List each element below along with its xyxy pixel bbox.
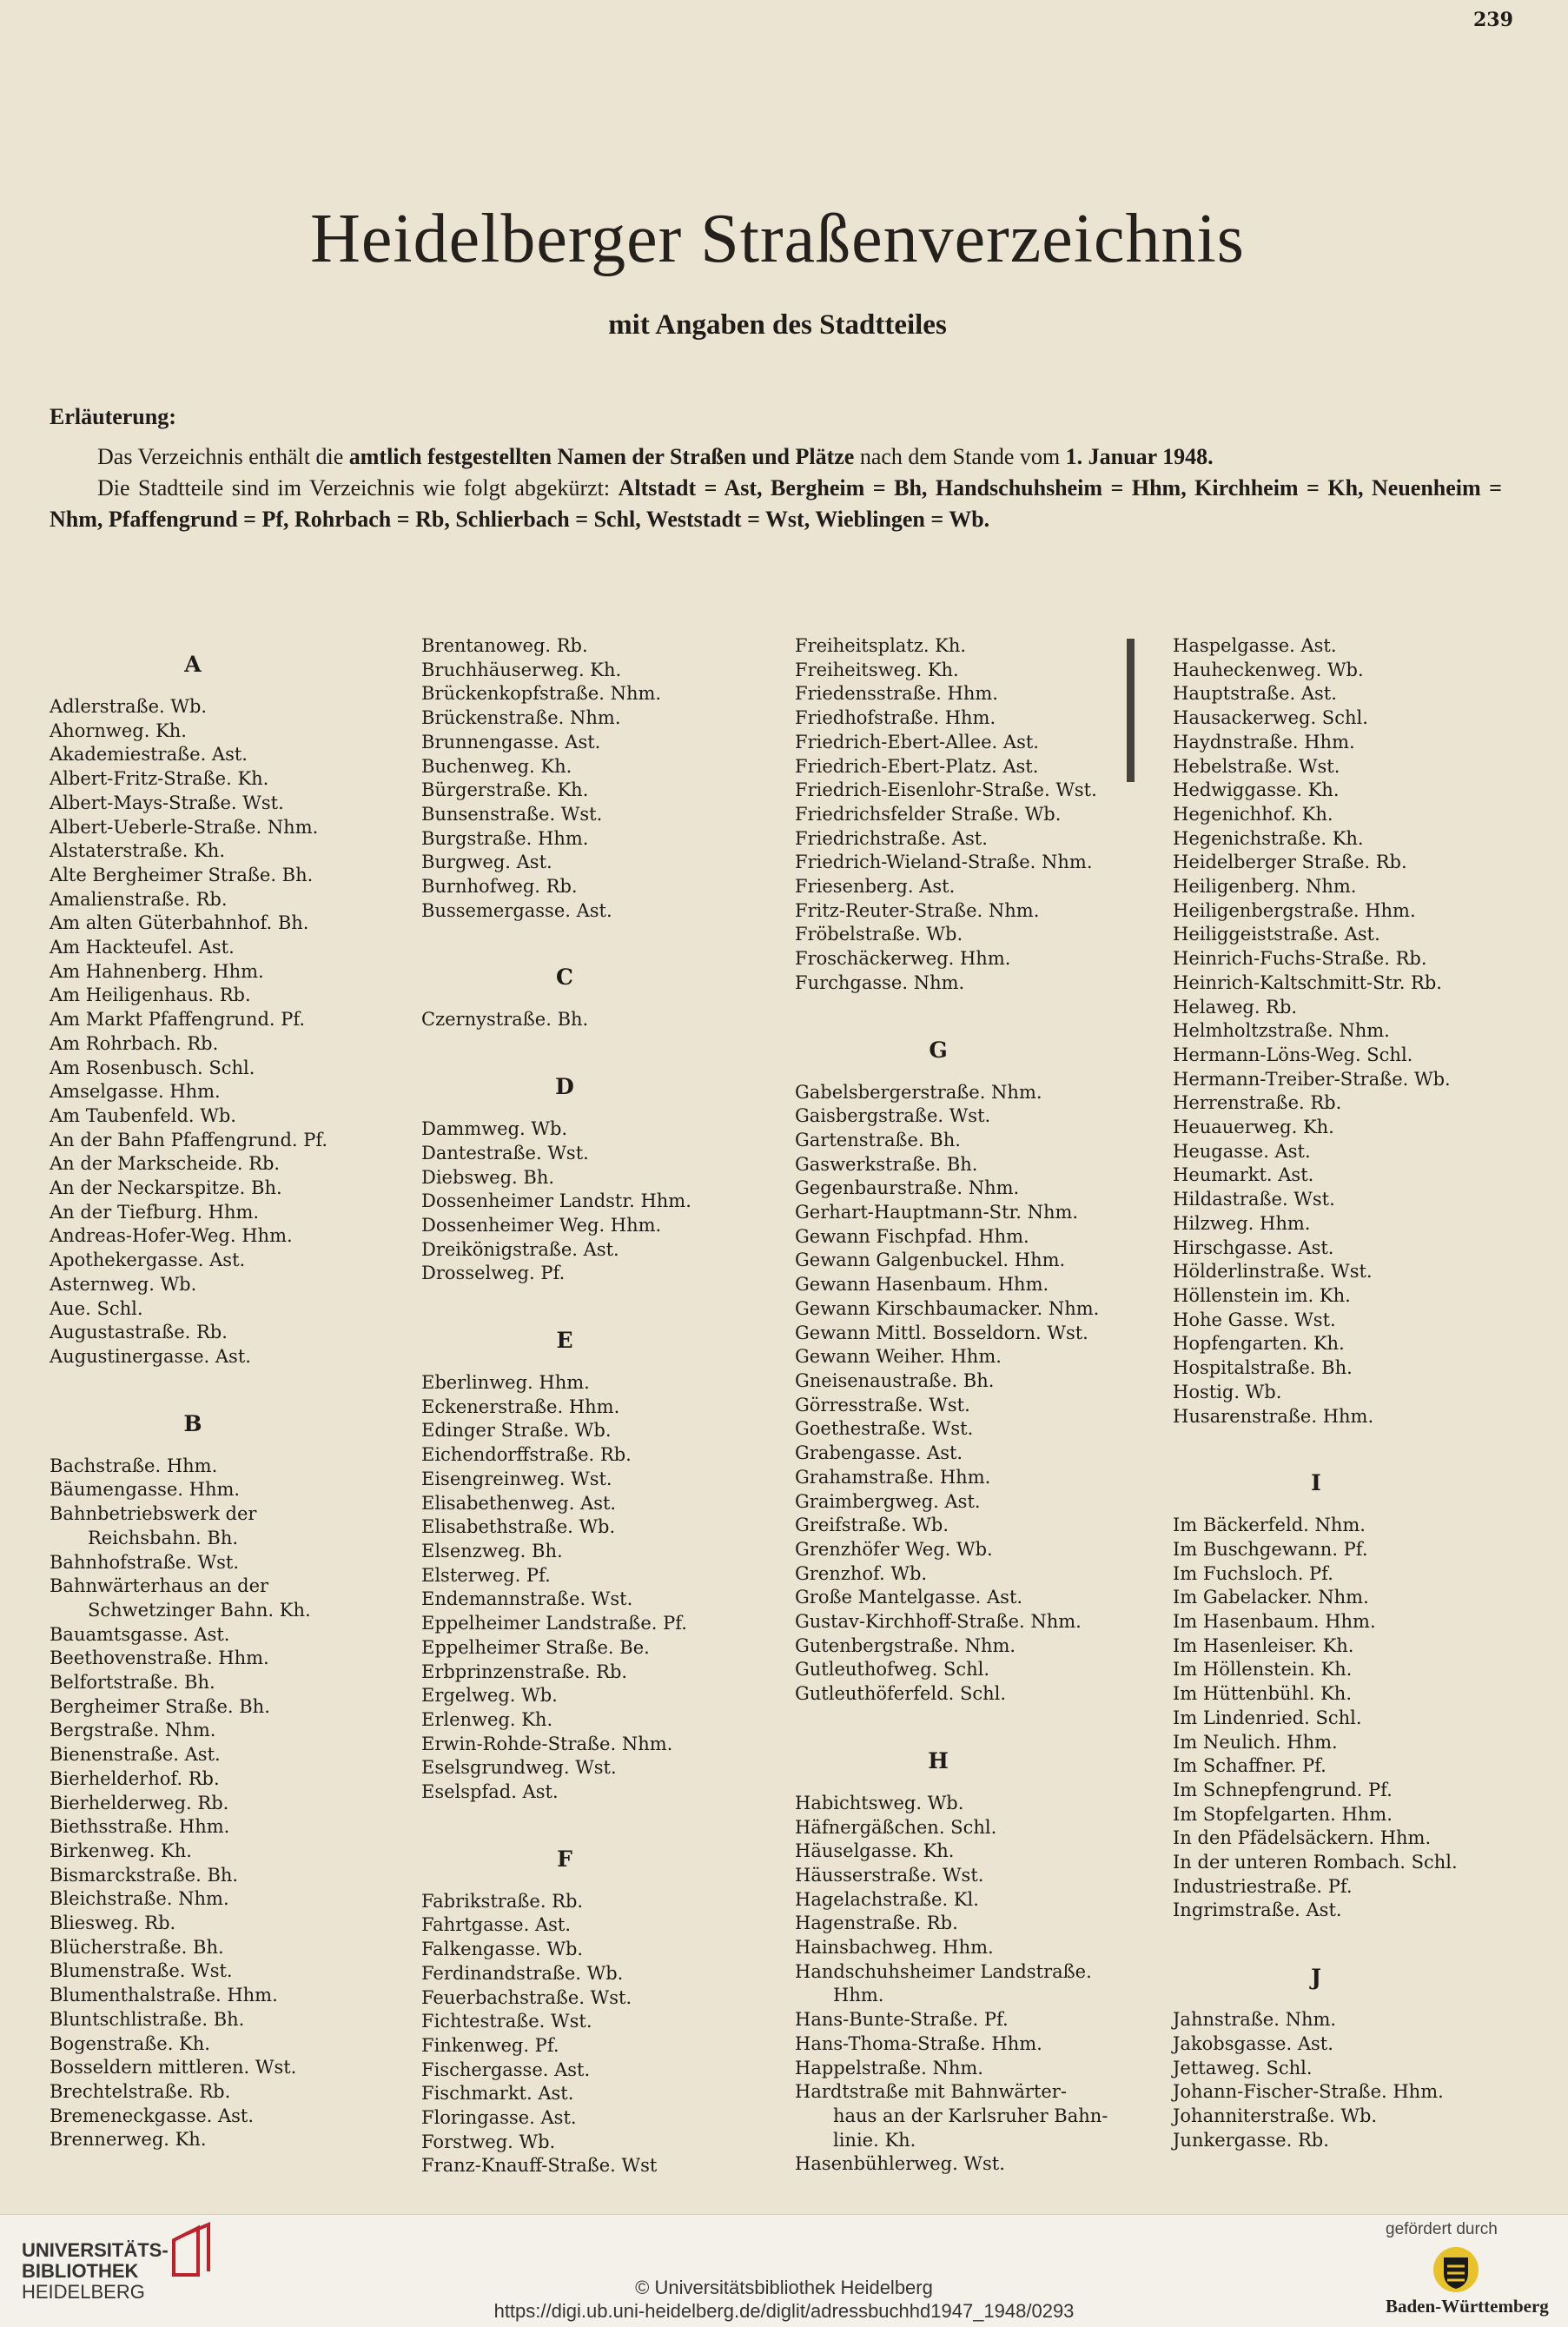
- street-entry: Heiligenberg. Nhm.: [1173, 876, 1357, 898]
- street-entry: Industriestraße. Pf.: [1173, 1875, 1353, 1897]
- street-entry: Gaswerkstraße. Bh.: [795, 1153, 978, 1175]
- street-entry: Bliesweg. Rb.: [50, 1913, 176, 1934]
- section-letter: F: [557, 1846, 572, 1872]
- street-entry: Hebelstraße. Wst.: [1173, 755, 1340, 777]
- street-entry: Burgstraße. Hhm.: [421, 827, 589, 849]
- street-entry: Albert-Fritz-Straße. Kh.: [50, 768, 269, 790]
- street-entry: Heiligenbergstraße. Hhm.: [1173, 899, 1416, 921]
- street-entry: Bruchhäuserweg. Kh.: [421, 659, 622, 680]
- street-entry-continuation: linie. Kh.: [833, 2129, 916, 2151]
- section-gap: [421, 923, 769, 947]
- street-entry: Hans-Bunte-Straße. Pf.: [795, 2009, 1009, 2031]
- street-entry: Hopfengarten. Kh.: [1173, 1333, 1345, 1355]
- street-entry: Bosseldern mittleren. Wst.: [50, 2057, 297, 2078]
- street-entry: Hildastraße. Wst.: [1173, 1189, 1335, 1210]
- street-entry: Birkenweg. Kh.: [50, 1840, 192, 1861]
- street-entry: Dammweg. Wb.: [421, 1118, 568, 1140]
- street-entry: Fröbelstraße. Wb.: [795, 924, 963, 945]
- street-entry: Im Schnepfengrund. Pf.: [1173, 1779, 1393, 1800]
- street-entry: Erbprinzenstraße. Rb.: [421, 1661, 628, 1682]
- street-entry: Am Hahnenberg. Hhm.: [50, 960, 264, 982]
- street-entry: Forstweg. Wb.: [421, 2131, 556, 2152]
- street-entry: Brückenkopfstraße. Nhm.: [421, 683, 662, 705]
- street-entry: Feuerbachstraße. Wst.: [421, 1986, 632, 2008]
- street-entry: Brechtelstraße. Rb.: [50, 2080, 231, 2102]
- street-entry: Burnhofweg. Rb.: [421, 876, 578, 898]
- street-entry: Gneisenaustraße. Bh.: [795, 1369, 995, 1391]
- street-column-4: [1173, 634, 1520, 2152]
- section-letter: I: [1311, 1470, 1321, 1496]
- street-entry: Erwin-Rohde-Straße. Nhm.: [421, 1733, 673, 1754]
- street-entry: Hölderlinstraße. Wst.: [1173, 1261, 1373, 1283]
- street-entry: Falkengasse. Wb.: [421, 1939, 584, 1960]
- street-entry: Im Hasenleiser. Kh.: [1173, 1634, 1354, 1656]
- street-entry: Große Mantelgasse. Ast.: [795, 1587, 1023, 1608]
- street-entry: Am alten Güterbahnhof. Bh.: [50, 912, 309, 934]
- street-entry: Im Höllenstein. Kh.: [1173, 1659, 1353, 1681]
- street-entry: Ahornweg. Kh.: [50, 719, 187, 741]
- street-column-3: [795, 634, 1142, 2177]
- street-entry: Hardtstraße mit Bahnwärter-: [795, 2081, 1067, 2103]
- street-entry: Akademiestraße. Ast.: [50, 744, 248, 766]
- street-entry: Gabelsbergerstraße. Nhm.: [795, 1081, 1042, 1103]
- street-entry: Am Rohrbach. Rb.: [50, 1032, 219, 1054]
- state-name: Baden-Württemberg: [1386, 2296, 1549, 2317]
- street-entry: Elisabethenweg. Ast.: [421, 1492, 617, 1514]
- street-entry: Elisabethstraße. Wb.: [421, 1516, 616, 1538]
- street-entry: Freiheitsplatz. Kh.: [795, 635, 967, 656]
- street-entry: Herrenstraße. Rb.: [1173, 1092, 1342, 1114]
- street-entry: Gutenbergstraße. Nhm.: [795, 1634, 1016, 1656]
- street-entry-continuation: Reichsbahn. Bh.: [88, 1527, 239, 1548]
- street-entry: Edinger Straße. Wb.: [421, 1420, 612, 1442]
- street-entry: In den Pfädelsäckern. Hhm.: [1173, 1827, 1432, 1849]
- page-number: 239: [1473, 9, 1513, 31]
- street-entry: Im Fuchsloch. Pf.: [1173, 1562, 1333, 1584]
- street-entry: Friedrich-Eisenlohr-Straße. Wst.: [795, 779, 1097, 801]
- section-gap: [795, 996, 1142, 1020]
- street-entry: Bussemergasse. Ast.: [421, 899, 612, 921]
- street-entry: Gerhart-Hauptmann-Str. Nhm.: [795, 1202, 1079, 1223]
- street-entry-continuation: Hhm.: [833, 1985, 884, 2006]
- street-entry: Bienenstraße. Ast.: [50, 1744, 221, 1766]
- street-entry: Albert-Mays-Straße. Wst.: [50, 792, 284, 813]
- street-entry: Eselsgrundweg. Wst.: [421, 1757, 617, 1779]
- street-entry: Fritz-Reuter-Straße. Nhm.: [795, 899, 1040, 921]
- street-entry: Habichtsweg. Wb.: [795, 1792, 964, 1813]
- street-entry: Bauamtsgasse. Ast.: [50, 1623, 230, 1645]
- street-entry: Fischmarkt. Ast.: [421, 2083, 574, 2105]
- street-entry: Bachstraße. Hhm.: [50, 1455, 218, 1476]
- section-letter: J: [1311, 1965, 1321, 1991]
- street-entry: Im Bäckerfeld. Nhm.: [1173, 1515, 1366, 1536]
- street-entry: An der Markscheide. Rb.: [50, 1153, 281, 1175]
- street-entry: Friesenberg. Ast.: [795, 876, 956, 898]
- street-entry: Hans-Thoma-Straße. Hhm.: [795, 2032, 1042, 2054]
- street-entry: Bürgerstraße. Kh.: [421, 779, 589, 801]
- page-subtitle: mit Angaben des Stadtteiles: [608, 309, 947, 341]
- street-entry: Eckenerstraße. Hhm.: [421, 1396, 620, 1417]
- street-entry: Heumarkt. Ast.: [1173, 1164, 1314, 1186]
- section-letter: B: [183, 1410, 202, 1436]
- street-entry: Hainsbachweg. Hhm.: [795, 1937, 994, 1959]
- street-entry-continuation: haus an der Karlsruher Bahn-: [833, 2105, 1108, 2126]
- street-entry: Bahnwärterhaus an der: [50, 1575, 269, 1597]
- street-entry: Bunsenstraße. Wst.: [421, 803, 603, 825]
- street-entry: Gartenstraße. Bh.: [795, 1129, 961, 1150]
- library-name-line-3: HEIDELBERG: [22, 2281, 145, 2303]
- street-entry: Junkergasse. Rb.: [1173, 2129, 1329, 2151]
- street-entry: Bergheimer Straße. Bh.: [50, 1695, 270, 1717]
- street-entry: Belfortstraße. Bh.: [50, 1672, 215, 1694]
- street-entry: Froschäckerweg. Hhm.: [795, 948, 1011, 970]
- street-entry: Jakobsgasse. Ast.: [1173, 2032, 1333, 2054]
- street-entry: Eberlinweg. Hhm.: [421, 1372, 590, 1394]
- street-entry: Hedwiggasse. Kh.: [1173, 779, 1340, 801]
- street-entry: Graimbergweg. Ast.: [795, 1490, 981, 1512]
- street-entry: Aue. Schl.: [50, 1297, 143, 1319]
- section-letter: C: [556, 965, 573, 991]
- street-entry: Erlenweg. Kh.: [421, 1708, 553, 1730]
- section-letter: D: [555, 1074, 574, 1100]
- explanation-paragraph-2: Die Stadtteile sind im Verzeichnis wie folgt abgekürzt: Altstadt = Ast, Bergheim = Bh, Handschuhsheim = Hhm, Kirchheim = Kh, Neuenheim = Nhm, Pfaffengrund = Pf, Rohrbach = Rb, Schlierbach = Schl, Weststadt = Wst, Wieblingen = Wb.: [50, 475, 1502, 532]
- street-entry: Finkenweg. Pf.: [421, 2034, 559, 2056]
- street-entry: Happelstraße. Nhm.: [795, 2057, 983, 2078]
- section-gap: [795, 1707, 1142, 1731]
- street-entry: Grenzhof. Wb.: [795, 1562, 928, 1584]
- street-entry: Brunnengasse. Ast.: [421, 731, 601, 752]
- street-entry: Hasenbühlerweg. Wst.: [795, 2153, 1005, 2175]
- street-entry: Im Gabelacker. Nhm.: [1173, 1587, 1369, 1608]
- street-entry: Asternweg. Wb.: [50, 1273, 197, 1295]
- street-entry: Hirschgasse. Ast.: [1173, 1236, 1334, 1258]
- street-entry: Fabrikstraße. Rb.: [421, 1890, 584, 1912]
- street-entry: Am Rosenbusch. Schl.: [50, 1057, 255, 1078]
- street-entry: Gewann Mittl. Bosseldorn. Wst.: [795, 1322, 1088, 1343]
- street-entry: Fahrtgasse. Ast.: [421, 1914, 572, 1936]
- street-entry: Gegenbaurstraße. Nhm.: [795, 1177, 1020, 1199]
- street-entry: Friedrich-Wieland-Straße. Nhm.: [795, 852, 1093, 873]
- street-entry: Bogenstraße. Kh.: [50, 2032, 210, 2054]
- section-letter: E: [556, 1328, 573, 1354]
- street-entry: Grenzhöfer Weg. Wb.: [795, 1538, 993, 1560]
- copyright-notice: © Universitätsbibliothek Heidelberg: [635, 2277, 933, 2298]
- section-letter: A: [184, 652, 202, 677]
- street-entry: Gewann Kirschbaumacker. Nhm.: [795, 1297, 1100, 1319]
- street-entry: Gutleuthöferfeld. Schl.: [795, 1683, 1007, 1705]
- street-entry: Ingrimstraße. Ast.: [1173, 1899, 1342, 1921]
- street-entry: Augustinergasse. Ast.: [50, 1345, 251, 1367]
- street-entry: Friedrichstraße. Ast.: [795, 827, 988, 849]
- street-entry: Hagenstraße. Rb.: [795, 1913, 958, 1934]
- street-column-1: [50, 634, 397, 2152]
- street-entry: Augustastraße. Rb.: [50, 1322, 228, 1343]
- street-entry: Bäumengasse. Hhm.: [50, 1479, 241, 1501]
- street-entry: Häusserstraße. Wst.: [795, 1864, 984, 1886]
- street-entry: Hegenichhof. Kh.: [1173, 803, 1333, 825]
- street-entry: Gaisbergstraße. Wst.: [795, 1105, 991, 1127]
- street-entry: Jahnstraße. Nhm.: [1173, 2009, 1337, 2031]
- street-entry: In der unteren Rombach. Schl.: [1173, 1852, 1458, 1873]
- street-entry: Görresstraße. Wst.: [795, 1394, 970, 1415]
- street-entry: Heugasse. Ast.: [1173, 1140, 1311, 1162]
- street-entry: Hauheckenweg. Wb.: [1173, 659, 1364, 680]
- street-entry: Hospitalstraße. Bh.: [1173, 1357, 1353, 1379]
- street-entry: Friedrichsfelder Straße. Wb.: [795, 803, 1062, 825]
- street-entry: Beethovenstraße. Hhm.: [50, 1647, 269, 1669]
- street-entry: Höllenstein im. Kh.: [1173, 1284, 1351, 1306]
- street-entry: Heiliggeiststraße. Ast.: [1173, 924, 1380, 945]
- street-entry: Bluntschlistraße. Bh.: [50, 2008, 245, 2030]
- street-entry: Im Stopfelgarten. Hhm.: [1173, 1803, 1393, 1825]
- section-gap: [1173, 1429, 1520, 1453]
- section-gap: [421, 1805, 769, 1829]
- street-entry: Bahnhofstraße. Wst.: [50, 1551, 239, 1573]
- explanation-text: [50, 441, 1502, 535]
- street-entry: Im Buschgewann. Pf.: [1173, 1538, 1368, 1560]
- street-entry: Floringasse. Ast.: [421, 2107, 577, 2129]
- street-entry: Jettaweg. Schl.: [1173, 2057, 1313, 2078]
- street-entry: Bergstraße. Nhm.: [50, 1720, 216, 1741]
- street-entry: Friedensstraße. Hhm.: [795, 683, 998, 705]
- street-entry: Greifstraße. Wb.: [795, 1515, 949, 1536]
- street-entry: Friedrich-Ebert-Allee. Ast.: [795, 731, 1039, 752]
- street-entry: Johann-Fischer-Straße. Hhm.: [1173, 2081, 1444, 2103]
- street-entry: Freiheitsweg. Kh.: [795, 659, 959, 680]
- street-entry: Im Lindenried. Schl.: [1173, 1707, 1362, 1728]
- street-entry: Im Hasenbaum. Hhm.: [1173, 1611, 1376, 1633]
- street-entry: Gewann Hasenbaum. Hhm.: [795, 1274, 1049, 1296]
- street-entry: Biethsstraße. Hhm.: [50, 1816, 230, 1838]
- section-gap: [421, 1032, 769, 1057]
- street-entry: Albert-Ueberle-Straße. Nhm.: [50, 816, 319, 838]
- page-title: Heidelberger Straßenverzeichnis: [310, 201, 1245, 277]
- street-entry: Amalienstraße. Rb.: [50, 888, 228, 910]
- street-entry: An der Neckarspitze. Bh.: [50, 1177, 282, 1199]
- funded-by-label: gefördert durch: [1386, 2220, 1498, 2238]
- street-entry: Eppelheimer Landstraße. Pf.: [421, 1613, 687, 1634]
- street-entry: Grahamstraße. Hhm.: [795, 1466, 991, 1488]
- section-gap: [421, 1286, 769, 1310]
- street-entry: Drosselweg. Pf.: [421, 1263, 566, 1284]
- library-name-line-2: BIBLIOTHEK: [22, 2260, 139, 2282]
- street-entry: Dantestraße. Wst.: [421, 1142, 589, 1164]
- street-entry: Brückenstraße. Nhm.: [421, 707, 621, 729]
- library-name-line-1: UNIVERSITÄTS-: [22, 2239, 169, 2261]
- street-entry: Hilzweg. Hhm.: [1173, 1212, 1311, 1234]
- street-entry: Bierhelderhof. Rb.: [50, 1767, 220, 1789]
- street-entry: Handschuhsheimer Landstraße.: [795, 1960, 1092, 1982]
- street-entry: Gewann Fischpfad. Hhm.: [795, 1225, 1029, 1247]
- street-entry: Fichtestraße. Wst.: [421, 2011, 592, 2032]
- street-entry: Gustav-Kirchhoff-Straße. Nhm.: [795, 1611, 1082, 1633]
- street-entry: Dossenheimer Weg. Hhm.: [421, 1214, 662, 1236]
- street-entry: Häuselgasse. Kh.: [795, 1840, 955, 1862]
- street-entry: Hauptstraße. Ast.: [1173, 683, 1337, 705]
- street-entry: Andreas-Hofer-Weg. Hhm.: [50, 1225, 293, 1247]
- street-entry: Czernystraße. Bh.: [421, 1009, 589, 1031]
- street-entry: Johanniterstraße. Wb.: [1173, 2105, 1378, 2126]
- street-entry: Hohe Gasse. Wst.: [1173, 1309, 1336, 1330]
- street-entry: Bierhelderweg. Rb.: [50, 1792, 229, 1813]
- explanation-heading: Erläuterung:: [50, 404, 176, 429]
- street-entry: Husarenstraße. Hhm.: [1173, 1405, 1374, 1427]
- street-entry: Eselspfad. Ast.: [421, 1781, 559, 1803]
- street-entry: Heinrich-Kaltschmitt-Str. Rb.: [1173, 971, 1442, 993]
- street-entry: Häfnergäßchen. Schl.: [795, 1816, 997, 1838]
- permalink-url[interactable]: https://digi.ub.uni-heidelberg.de/diglit/adressbuchhd1947_1948/0293: [493, 2300, 1075, 2322]
- street-entry: Friedrich-Ebert-Platz. Ast.: [795, 755, 1039, 777]
- street-entry: Gewann Galgenbuckel. Hhm.: [795, 1250, 1066, 1271]
- street-entry: Hermann-Löns-Weg. Schl.: [1173, 1044, 1413, 1065]
- street-entry: Hostig. Wb.: [1173, 1381, 1282, 1402]
- street-entry: Hausackerweg. Schl.: [1173, 707, 1368, 729]
- street-entry: Im Neulich. Hhm.: [1173, 1731, 1338, 1753]
- street-entry: Helaweg. Rb.: [1173, 996, 1298, 1018]
- street-entry: Heuauerweg. Kh.: [1173, 1117, 1334, 1138]
- street-entry: Dossenheimer Landstr. Hhm.: [421, 1190, 691, 1212]
- street-entry: An der Tiefburg. Hhm.: [50, 1201, 260, 1223]
- street-entry: Helmholtzstraße. Nhm.: [1173, 1020, 1390, 1042]
- street-entry: An der Bahn Pfaffengrund. Pf.: [50, 1129, 328, 1150]
- section-gap: [1173, 1923, 1520, 1947]
- street-entry: Diebsweg. Bh.: [421, 1166, 555, 1188]
- street-column-2: [421, 634, 769, 2178]
- section-gap: [50, 1369, 397, 1394]
- street-entry: Am Hackteufel. Ast.: [50, 937, 235, 958]
- section-letter: H: [928, 1747, 949, 1773]
- street-entry: Friedhofstraße. Hhm.: [795, 707, 996, 729]
- section-letter: G: [929, 1037, 948, 1063]
- street-entry: Haspelgasse. Ast.: [1173, 635, 1337, 656]
- explanation-paragraph-1: Das Verzeichnis enthält die amtlich festgestellten Namen der Straßen und Plätze nach dem Stande vom 1. Januar 1948.: [97, 444, 1214, 469]
- street-entry: Hagelachstraße. Kl.: [795, 1888, 979, 1910]
- street-entry: Hegenichstraße. Kh.: [1173, 827, 1364, 849]
- street-entry: Blücherstraße. Bh.: [50, 1936, 224, 1958]
- street-entry: Amselgasse. Hhm.: [50, 1081, 221, 1103]
- street-entry: Elsenzweg. Bh.: [421, 1540, 563, 1561]
- street-entry: Hermann-Treiber-Straße. Wb.: [1173, 1068, 1451, 1090]
- street-entry: Bleichstraße. Nhm.: [50, 1888, 229, 1910]
- street-entry: Alstaterstraße. Kh.: [50, 840, 225, 862]
- street-entry: Im Hüttenbühl. Kh.: [1173, 1683, 1353, 1705]
- street-entry: Bremeneckgasse. Ast.: [50, 2105, 255, 2126]
- street-entry: Am Heiligenhaus. Rb.: [50, 984, 251, 1006]
- street-entry: Goethestraße. Wst.: [795, 1418, 974, 1440]
- street-entry: Brentanoweg. Rb.: [421, 635, 588, 656]
- street-entry: Bismarckstraße. Bh.: [50, 1864, 239, 1886]
- street-entry-continuation: Schwetzinger Bahn. Kh.: [88, 1599, 311, 1621]
- street-entry: Eisengreinweg. Wst.: [421, 1468, 612, 1489]
- street-entry: Burgweg. Ast.: [421, 852, 552, 873]
- street-entry: Blumenthalstraße. Hhm.: [50, 1985, 278, 2006]
- street-entry: Eichendorffstraße. Rb.: [421, 1444, 632, 1466]
- street-entry: Im Schaffner. Pf.: [1173, 1755, 1327, 1777]
- street-entry: Franz-Knauff-Straße. Wst: [421, 2155, 658, 2177]
- street-entry: Ferdinandstraße. Wb.: [421, 1962, 624, 1984]
- street-entry: Apothekergasse. Ast.: [50, 1250, 246, 1271]
- street-entry: Brennerweg. Kh.: [50, 2129, 207, 2151]
- street-entry: Heidelberger Straße. Rb.: [1173, 852, 1407, 873]
- street-entry: Heinrich-Fuchs-Straße. Rb.: [1173, 948, 1427, 970]
- street-entry: Fischergasse. Ast.: [421, 2058, 591, 2080]
- street-entry: Grabengasse. Ast.: [795, 1442, 963, 1464]
- street-entry: Adlerstraße. Wb.: [50, 696, 208, 717]
- baden-wuerttemberg-emblem-icon: [1432, 2245, 1480, 2294]
- street-entry: Eppelheimer Straße. Be.: [421, 1636, 650, 1658]
- street-entry: Alte Bergheimer Straße. Bh.: [50, 864, 314, 885]
- ub-logo-mark-icon: [165, 2221, 217, 2282]
- street-entry: Bahnbetriebswerk der: [50, 1503, 257, 1525]
- street-entry: Furchgasse. Nhm.: [795, 971, 965, 993]
- street-entry: Elsterweg. Pf.: [421, 1564, 551, 1586]
- street-entry: Gewann Weiher. Hhm.: [795, 1346, 1002, 1368]
- street-entry: Am Taubenfeld. Wb.: [50, 1104, 236, 1126]
- street-entry: Haydnstraße. Hhm.: [1173, 731, 1355, 752]
- street-entry: Blumenstraße. Wst.: [50, 1960, 233, 1982]
- street-entry: Gutleuthofweg. Schl.: [795, 1659, 990, 1681]
- street-entry: Endemannstraße. Wst.: [421, 1588, 633, 1610]
- street-entry: Am Markt Pfaffengrund. Pf.: [50, 1009, 306, 1031]
- street-entry: Ergelweg. Wb.: [421, 1685, 558, 1707]
- street-entry: Buchenweg. Kh.: [421, 755, 572, 777]
- street-entry: Dreikönigstraße. Ast.: [421, 1238, 619, 1260]
